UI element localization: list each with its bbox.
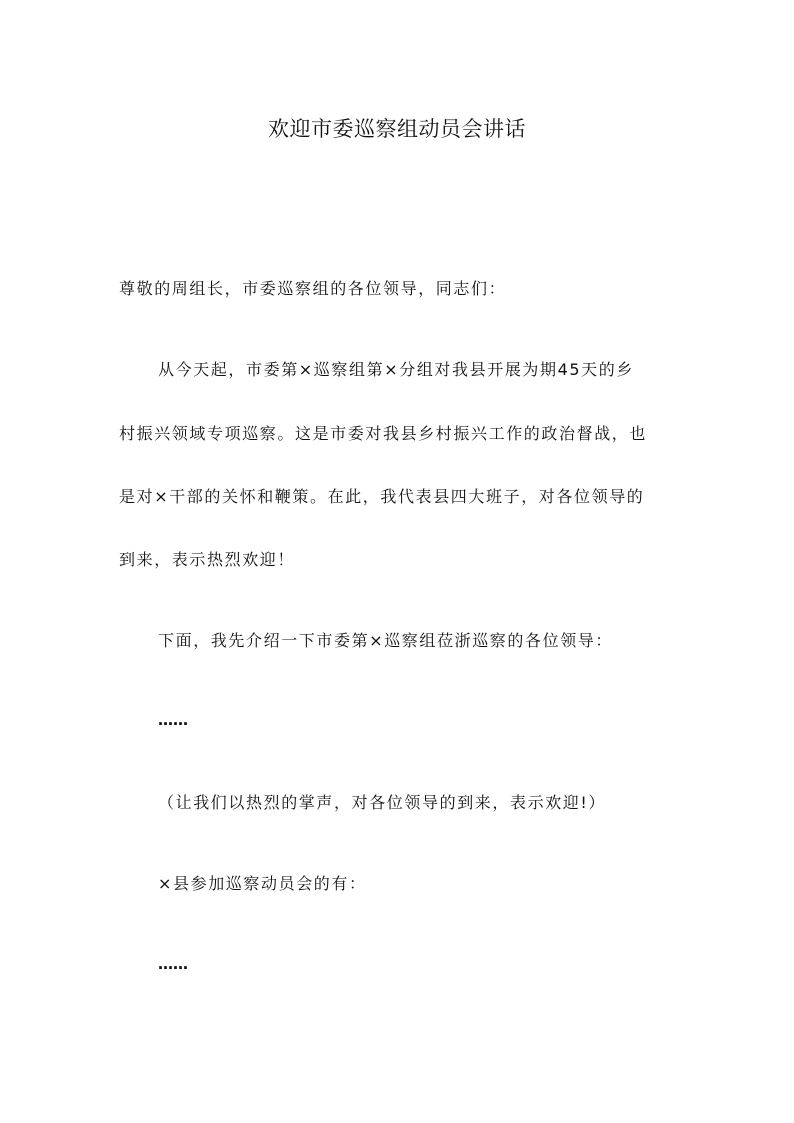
paragraph-3: （让我们以热烈的掌声，对各位领导的到来，表示欢迎!）: [158, 793, 607, 812]
paragraph-4: ×县参加巡察动员会的有：: [158, 874, 367, 893]
ellipsis-2: ……: [158, 955, 188, 973]
paragraph-1-line-4: 到来，表示热烈欢迎！: [119, 550, 296, 569]
document-title: 欢迎市委巡察组动员会讲话: [268, 117, 526, 141]
paragraph-1-line-1: 从今天起，市委第×巡察组第×分组对我县开展为期45天的乡: [158, 360, 634, 379]
salutation: 尊敬的周组长，市委巡察组的各位领导，同志们：: [119, 279, 507, 298]
paragraph-2: 下面，我先介绍一下市委第×巡察组莅浙巡察的各位领导：: [158, 631, 614, 650]
paragraph-1-line-2: 村振兴领域专项巡察。这是市委对我县乡村振兴工作的政治督战，也: [119, 424, 648, 443]
ellipsis-1: ……: [158, 711, 188, 729]
paragraph-1-line-3: 是对×干部的关怀和鞭策。在此，我代表县四大班子，对各位领导的: [119, 487, 645, 506]
